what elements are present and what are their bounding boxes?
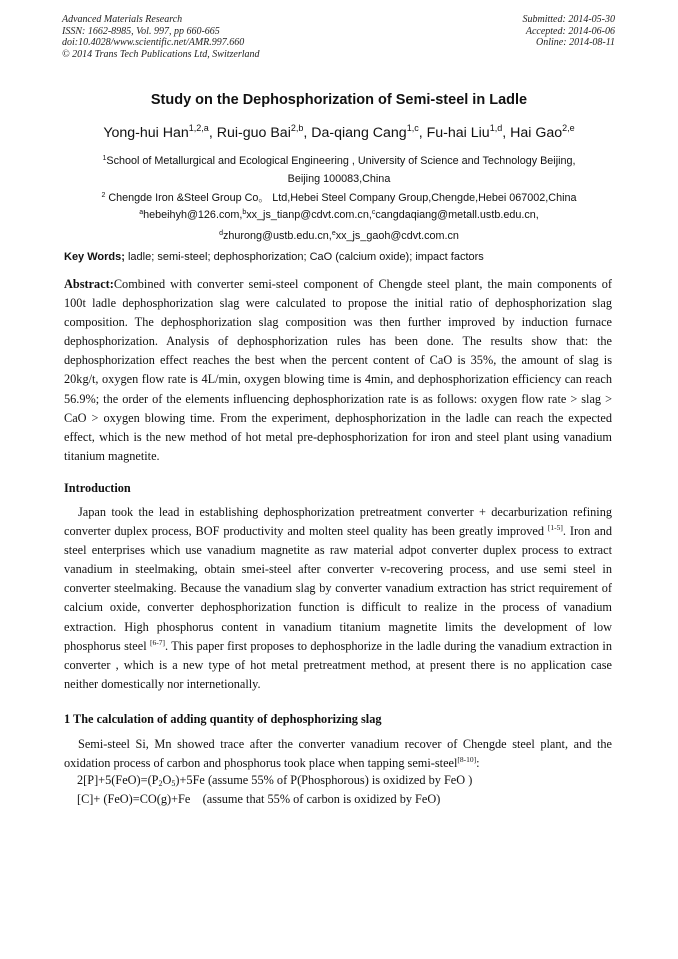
eq1-sub: 2 [158, 779, 163, 788]
online-date: Online: 2014-08-11 [536, 37, 615, 49]
affil-1-sup: 1 [102, 155, 107, 162]
keywords [64, 251, 616, 263]
author-separator: , [418, 125, 427, 141]
intro-text-3: . This paper first proposes to dephosphorize in the ladle during the vanadium extraction in converter , which is a new type of hot metal pretreatment method, at present there is no application case neither domestically nor internetionally. [64, 638, 613, 691]
accepted-date: Accepted: 2014-06-06 [525, 25, 615, 37]
email-a[interactable]: hebeihyh@126.com, [143, 209, 243, 221]
journal-name: Advanced Materials Research [62, 14, 183, 25]
equation-2: [C]+ (FeO)=CO(g)+Fe (assume that 55% of carbon is oxidized by FeO) [77, 792, 441, 806]
affil-2-sup: 2 [101, 192, 106, 199]
author-name: Rui-guo Bai [216, 125, 291, 141]
keywords-label: Key Words; [64, 251, 125, 263]
author-list [0, 123, 678, 141]
journal-doi[interactable]: doi:10.4028/www.scientific.net/AMR.997.660 [62, 37, 245, 49]
email-sup: d [219, 229, 223, 237]
affiliation-1 [62, 150, 616, 188]
author-affil-sup: 1,c [406, 123, 419, 133]
section-1-text: Semi-steel Si, Mn showed trace after the converter vanadium recover of Chengde steel plant, and the oxidation process of carbon and phosphorus took place when tapping semi-steel [64, 737, 612, 771]
intro-text-1: Japan took the lead in establishing dephosphorization pretreatment converter + decarburization refining converter duplex process, BOF productivity and molten steel quality has been greatly improved [64, 505, 612, 539]
citation[interactable]: [8-10] [457, 755, 477, 765]
author-name: Hai Gao [510, 125, 563, 141]
intro-heading: Introduction [64, 481, 131, 495]
email-sup: c [371, 209, 376, 216]
citation[interactable]: [6-7] [150, 637, 166, 647]
section-1-heading: 1 The calculation of adding quantity of dephosphorizing slag [64, 712, 382, 726]
email-b[interactable]: xx_js_tianp@cdvt.com.cn, [246, 209, 372, 221]
email-d[interactable]: zhurong@ustb.edu.cn, [223, 229, 332, 242]
journal-issn: ISSN: 1662-8985, Vol. 997, pp 660-665 [62, 25, 220, 37]
author-name: Da-qiang Cang [311, 125, 407, 141]
eq1-sub: 5 [171, 779, 176, 788]
author-affil-sup: 1,d [489, 123, 503, 133]
journal-copyright: © 2014 Trans Tech Publications Ltd, Switzerland [62, 48, 260, 60]
journal-header-left [62, 14, 260, 60]
eq1-part: )+5Fe (assume 55% of P(Phosphorous) is oxidized by FeO ) [175, 773, 473, 787]
intro-text-2: . Iron and steel enterprises which use vanadium magnetite as raw material adpot converter duplex process to extract vanadium in steelmaking, obtain smei-steel after converter v-recovering process, and use semi steel in converter steelmaking. Because the vanadium slag by converter vanadium extraction has strict requirement of calcium oxide, converter dephosphorization function is difficult to realize in the process of vanadium extraction. High phosphorus content in vanadium titanium magnetite limits the development of low phosphorus steel [64, 524, 612, 653]
abstract-label: Abstract: [64, 277, 114, 291]
abstract-text: Combined with converter semi-steel component of Chengde steel plant, the main components of 100t ladle dephosphorization slag were calculated to propose the initial ratio of dephosphorization slag composition. The dephosphorization slag composition was then further improved by induction furnace dephosphorization. Analysis of dephosphorization rules has been done. The results show that: the dephosphorization effect reaches the best when the percent content of CaO is 35%, the amount of slag is 20kg/t, oxygen flow rate is 4L/min, oxygen blowing time is 4min, and dephosphorization efficiency can reach 56.9%; the order of the elements influencing dephosphorization rate is as follows: oxygen flow rate > slag > CaO > oxygen blowing time. From the experiment, dephosphorization in the ladle can reach the expected effect, which is the new method of hot metal pre-dephosphorization for iron and steel plant using vanadium titanium magnetite. [64, 277, 612, 463]
email-e[interactable]: xx_js_gaoh@cdvt.com.cn [335, 229, 459, 242]
author-separator: , [502, 125, 511, 141]
author-separator: , [303, 125, 312, 141]
author-separator: , [208, 125, 217, 141]
keywords-text: ladle; semi-steel; dephosphorization; CaO (calcium oxide); impact factors [124, 251, 484, 263]
affil-1-line2: Beijing 100083,China [287, 172, 391, 185]
author-affil-sup: 2,e [562, 123, 575, 133]
email-sup: b [242, 209, 247, 216]
eq1-part: O [162, 773, 172, 787]
email-sup: a [139, 209, 144, 216]
author-emails [62, 204, 616, 245]
paper-title: Study on the Dephosphorization of Semi-steel in Ladle [150, 92, 528, 108]
section-1-paragraph [64, 735, 612, 773]
author-name: Fu-hai Liu [426, 125, 490, 141]
affil-2-line: Chengde Iron &Steel Group Co。 Ltd,Hebei Steel Company Group,Chengde,Hebei 067002,China [105, 192, 577, 204]
author-affil-sup: 2,b [290, 123, 304, 133]
email-sup: e [331, 229, 336, 237]
intro-paragraph [64, 503, 612, 694]
section-1-text-end: : [476, 756, 480, 771]
equation-1 [77, 773, 472, 788]
email-c[interactable]: cangdaqiang@metall.ustb.edu.cn, [375, 209, 539, 221]
journal-header-right [523, 14, 616, 49]
citation[interactable]: [1-5] [547, 523, 563, 533]
author-name: Yong-hui Han [103, 125, 189, 141]
submitted-date: Submitted: 2014-05-30 [522, 14, 615, 25]
author-affil-sup: 1,2,a [188, 123, 209, 133]
eq1-part: 2[P]+5(FeO)=(P [77, 773, 159, 787]
abstract [64, 275, 612, 466]
affil-1-line1: School of Metallurgical and Ecological Engineering , University of Science and Technology Beijing, [106, 155, 576, 167]
